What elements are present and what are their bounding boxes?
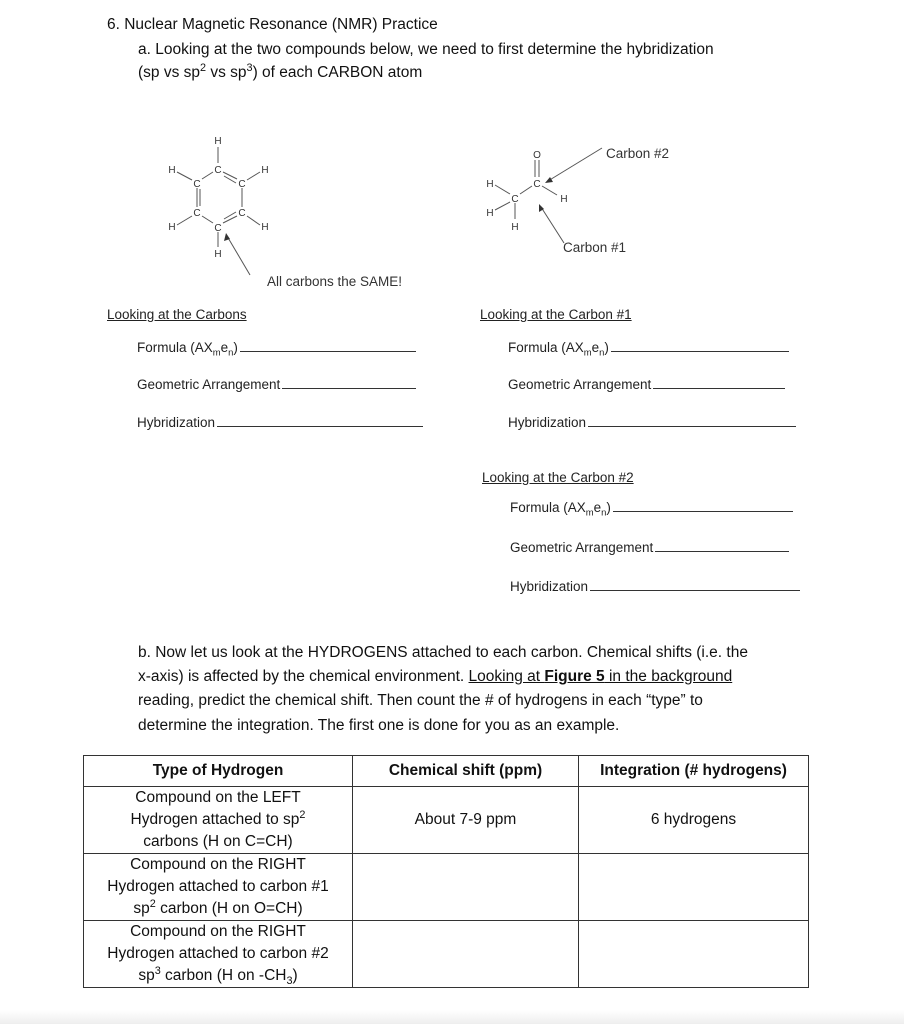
part-a-line1: a. Looking at the two compounds below, we need to first determine the hybridization — [138, 41, 714, 58]
atom-c: C — [511, 194, 519, 205]
figure-reference: Looking at Figure 5 in the background — [468, 668, 733, 685]
c2-formula-field[interactable]: Formula $(AX_me_n)$ — [510, 500, 793, 515]
arrowhead-icon — [545, 177, 553, 183]
part-b-line4: determine the integration. The first one is done for you as an example. — [138, 717, 620, 734]
atom-c: C — [193, 208, 201, 219]
section-carbon1-title: Looking at the Carbon #1 — [480, 307, 632, 322]
shift-cell[interactable] — [353, 921, 579, 988]
c1-geometric-field[interactable]: Geometric Arrangement — [508, 377, 785, 392]
question-heading: 6. Nuclear Magnetic Resonance (NMR) Practice — [107, 16, 438, 33]
c2-geometric-field[interactable]: Geometric Arrangement — [510, 540, 789, 555]
label-carbon2: Carbon #2 — [606, 146, 670, 161]
table-row — [84, 787, 809, 854]
table-header-row — [84, 756, 809, 787]
atom-c: C — [193, 179, 201, 190]
atom-h: H — [261, 222, 269, 233]
molecule-diagrams — [0, 0, 904, 300]
left-formula-field[interactable]: Formula $(AX_me_n)$ — [137, 340, 416, 355]
section-left-title: Looking at the Carbons — [107, 307, 247, 322]
arrow-carbon2 — [548, 148, 602, 181]
atom-h: H — [560, 194, 568, 205]
type-cell: Compound on the RIGHT Hydrogen attached to carbon #1 $sp^2$ carbon (H on O=CH) — [84, 854, 353, 921]
atom-h: H — [486, 179, 494, 190]
shift-cell: About 7-9 ppm — [353, 787, 579, 854]
arrow-carbon1 — [541, 207, 564, 243]
c2-hybridization-field[interactable]: Hybridization — [510, 579, 800, 594]
atom-h: H — [168, 222, 176, 233]
arrow-all-same — [227, 236, 250, 275]
atom-h: H — [261, 165, 269, 176]
part-b-line3: reading, predict the chemical shift. Then count the # of hydrogens in each “type” to — [138, 692, 703, 709]
col-shift: Chemical shift (ppm) — [353, 756, 579, 787]
c1-hybridization-field[interactable]: Hybridization — [508, 415, 796, 430]
section-carbon2-title: Looking at the Carbon #2 — [482, 470, 634, 485]
atom-h: H — [168, 165, 176, 176]
integration-cell: 6 hydrogens — [579, 787, 809, 854]
atom-c: C — [214, 165, 222, 176]
table-row — [84, 854, 809, 921]
part-b-line2: x-axis) is affected by the chemical environment. Looking at Figure 5 in the background — [138, 668, 733, 685]
hydrogen-table — [83, 755, 809, 988]
col-integration: Integration (# hydrogens) — [579, 756, 809, 787]
label-carbon1: Carbon #1 — [563, 240, 627, 255]
atom-h: H — [214, 249, 222, 260]
atom-h: H — [486, 208, 494, 219]
type-cell: Compound on the LEFT Hydrogen attached to $sp^2$ carbons (H on C=CH) — [84, 787, 353, 854]
integration-cell[interactable] — [579, 921, 809, 988]
atom-c: C — [533, 179, 541, 190]
part-b-line1: b. Now let us look at the HYDROGENS attached to each carbon. Chemical shifts (i.e. the — [138, 644, 748, 661]
integration-cell[interactable] — [579, 854, 809, 921]
part-a-line2: (sp vs $sp^2$ vs $sp^3$) of each CARBON atom — [138, 61, 423, 81]
acetaldehyde-bonds — [495, 160, 557, 219]
atom-c: C — [214, 223, 222, 234]
atom-h: H — [214, 136, 222, 147]
atom-c: C — [238, 208, 246, 219]
atom-h: H — [511, 222, 519, 233]
left-hybridization-field[interactable]: Hybridization — [137, 415, 423, 430]
atom-c: C — [238, 179, 246, 190]
c1-formula-field[interactable]: Formula $(AX_me_n)$ — [508, 340, 789, 355]
shift-cell[interactable] — [353, 854, 579, 921]
left-geometric-field[interactable]: Geometric Arrangement — [137, 377, 416, 392]
table-row — [84, 921, 809, 988]
atom-o: O — [533, 150, 541, 161]
type-cell: Compound on the RIGHT Hydrogen attached to carbon #2 $sp^3$ carbon (H on $-CH_3$) — [84, 921, 353, 988]
page-edge — [0, 1010, 904, 1024]
col-type: Type of Hydrogen — [84, 756, 353, 787]
label-all-same: All carbons the SAME! — [267, 274, 403, 289]
